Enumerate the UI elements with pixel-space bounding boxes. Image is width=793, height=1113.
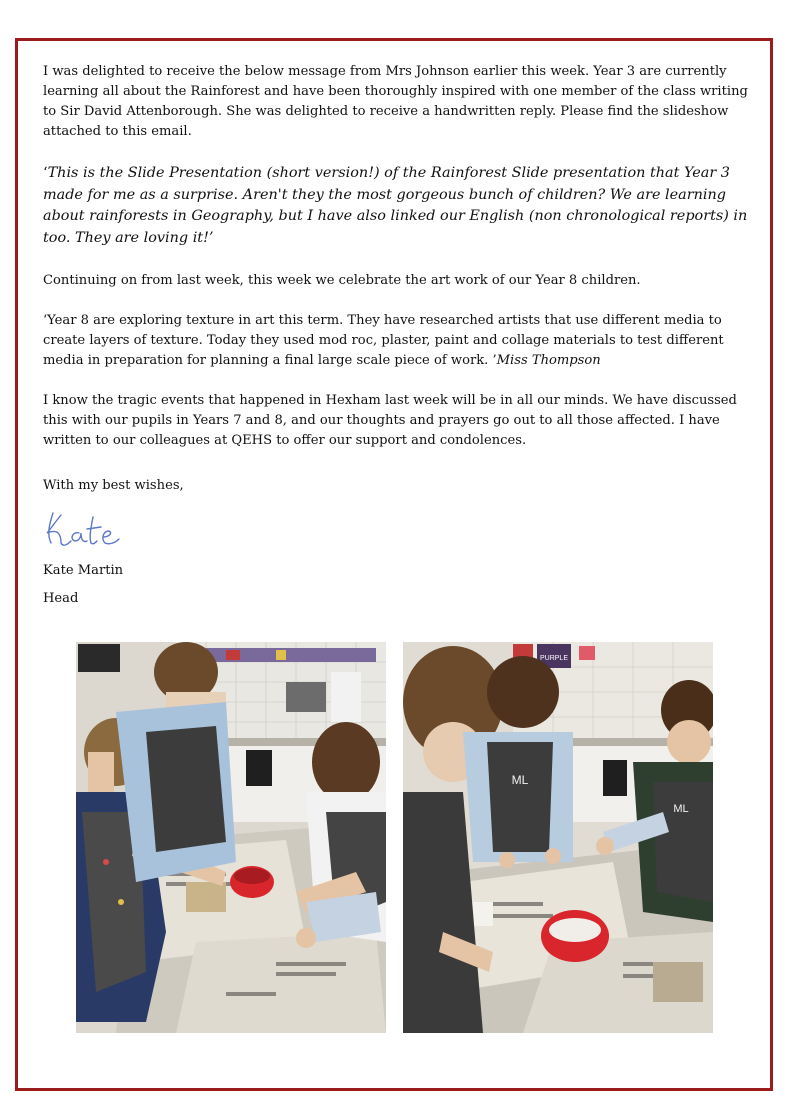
quote-text: This is the Slide Presentation (short version!) of the Rainforest Slide presentation that Year 3 made for me as a surprise. Aren't they the most gorgeous bunch of children? We are learning about rainforests in Geography, but I have also linked our English (non chronological reports) in too. They are loving it!’: [43, 165, 748, 247]
signatory-name: Kate Martin: [43, 562, 124, 578]
apron-logo: ML: [511, 773, 529, 787]
quote-author: Miss Thompson: [496, 352, 601, 368]
signatory-role: Head: [43, 590, 79, 606]
year8-quote-text: ‘Year 8 are exploring texture in art this term. They have researched artists that use different media to create layers of texture. Today they used mod roc, plaster, paint and collage materials to test different media in preparation for planning a final large scale piece of work. ’: [43, 312, 724, 368]
art-class-photo-left: [76, 642, 386, 1033]
hexham-paragraph: I know the tragic events that happened in Hexham last week will be in all our minds. We have discussed this with our pupils in Years 7 and 8, and our thoughts and prayers go out to all those affected. I have written to our colleagues at QEHS to offer our support and condolences.: [43, 392, 737, 448]
newsletter-body: [43, 62, 755, 609]
closing-line: With my best wishes,: [43, 477, 184, 493]
year3-quote: [43, 163, 755, 250]
year8-intro-paragraph: Continuing on from last week, this week we celebrate the art work of our Year 8 children.: [43, 272, 641, 288]
handwritten-signature: [43, 503, 139, 555]
year8-quote-paragraph: [43, 311, 755, 371]
purple-sign: PURPLE: [539, 655, 569, 662]
quote-open-mark: ‘: [43, 165, 48, 181]
apron-logo-right: ML: [673, 803, 689, 815]
art-class-photo-right: [403, 642, 713, 1033]
intro-paragraph: I was delighted to receive the below message from Mrs Johnson earlier this week. Year 3 are currently learning all about the Rainforest and have been thoroughly inspired with one member of the class writing to Sir David Attenborough. She was delighted to receive a handwritten reply. Please find the slideshow attached to this email.: [43, 64, 748, 139]
